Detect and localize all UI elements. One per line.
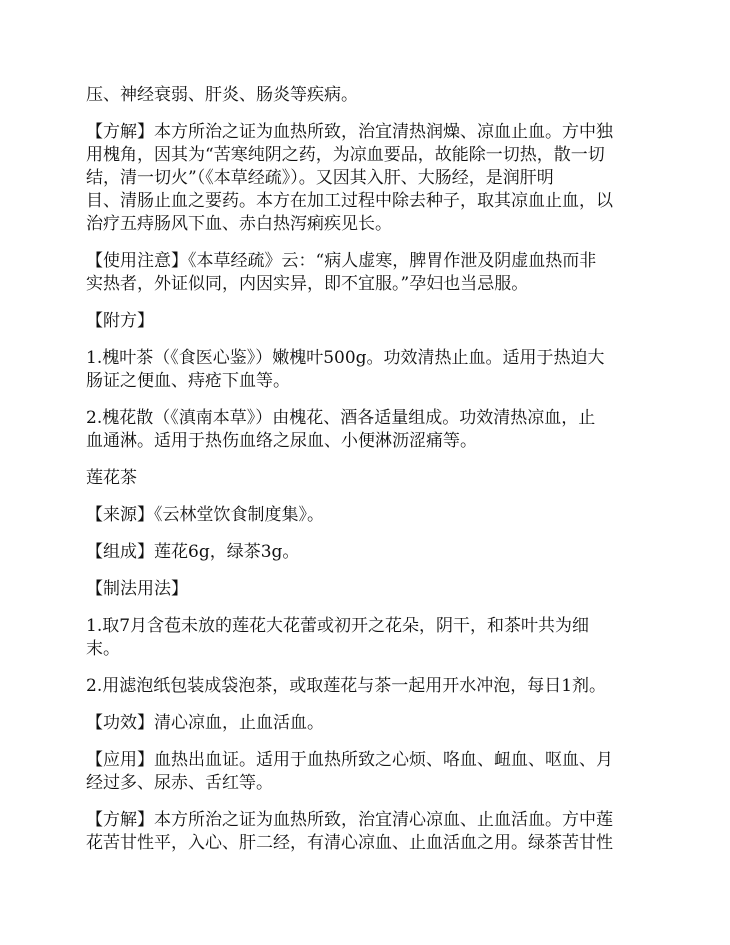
text-line: 治疗五痔肠风下血、赤白热泻痢疾见长。	[86, 214, 392, 234]
text-line: 莲花茶	[86, 468, 137, 488]
text-line: 【制法用法】	[86, 579, 188, 599]
text-line: 【方解】本方所治之证为血热所致，治宜清热润燥、凉血止血。方中独	[86, 122, 613, 142]
paragraph-formula-analysis-huaijiao	[86, 121, 648, 236]
text-line: 1.取7月含苞未放的莲花大花蕾或初开之花朵，阴干，和茶叶共为细	[86, 616, 590, 636]
list-item-preparation-step-2	[86, 675, 648, 698]
paragraph-application	[86, 749, 648, 795]
list-item-preparation-step-1	[86, 615, 648, 661]
document-body	[86, 84, 648, 869]
text-line: 用槐角，因其为“苦寒纯阴之药，为凉血要品，故能除一切热，散一切	[86, 145, 605, 165]
text-line: 【应用】血热出血证。适用于血热所致之心烦、咯血、衄血、呕血、月	[86, 750, 613, 770]
text-line: 经过多、尿赤、舌红等。	[86, 773, 273, 793]
paragraph-formula-analysis-lotus	[86, 809, 648, 855]
text-line: 压、神经衰弱、肝炎、肠炎等疾病。	[86, 85, 358, 105]
paragraph-usage-cautions	[86, 250, 648, 296]
text-line: 【功效】清心凉血，止血活血。	[86, 713, 324, 733]
paragraph-source	[86, 504, 648, 527]
text-line: 2.槐花散（《滇南本草》）由槐花、酒各适量组成。功效清热凉血，止	[86, 408, 596, 428]
text-line: 1.槐叶茶（《食医心鉴》）嫩槐叶500g。功效清热止血。适用于热迫大	[86, 348, 605, 368]
text-line: 2.用滤泡纸包装成袋泡茶，或取莲花与茶一起用开水冲泡，每日1剂。	[86, 676, 607, 696]
text-line: 【使用注意】《本草经疏》云：“病人虚寒，脾胃作泄及阴虚血热而非	[86, 251, 597, 271]
list-item-huaiye-tea	[86, 347, 648, 393]
paragraph-composition	[86, 541, 648, 564]
text-line: 结，清一切火”（《本草经疏》）。又因其入肝、大肠经，是润肝明	[86, 168, 554, 188]
paragraph-intro-continuation	[86, 84, 648, 107]
text-line: 肠证之便血、痔疮下血等。	[86, 371, 290, 391]
text-line: 末。	[86, 639, 120, 659]
text-line: 花苦甘性平，入心、肝二经，有清心凉血、止血活血之用。绿茶苦甘性	[86, 833, 613, 853]
list-item-huaihua-powder	[86, 407, 648, 453]
text-line: 【来源】《云林堂饮食制度集》。	[86, 505, 324, 525]
text-line: 【附方】	[86, 311, 154, 331]
text-line: 目、清肠止血之要药。本方在加工过程中除去种子，取其凉血止血，以	[86, 191, 613, 211]
text-line: 血通淋。适用于热伤血络之尿血、小便淋沥涩痛等。	[86, 431, 477, 451]
text-line: 【方解】本方所治之证为血热所致，治宜清心凉血、止血活血。方中莲	[86, 810, 613, 830]
paragraph-efficacy	[86, 712, 648, 735]
text-line: 【组成】莲花6g，绿茶3g。	[86, 542, 300, 562]
recipe-title-lotus-tea	[86, 467, 648, 490]
section-heading-preparation	[86, 578, 648, 601]
section-heading-appended-formulas	[86, 310, 648, 333]
text-line: 实热者，外证似同，内因实异，即不宜服。”孕妇也当忌服。	[86, 274, 529, 294]
